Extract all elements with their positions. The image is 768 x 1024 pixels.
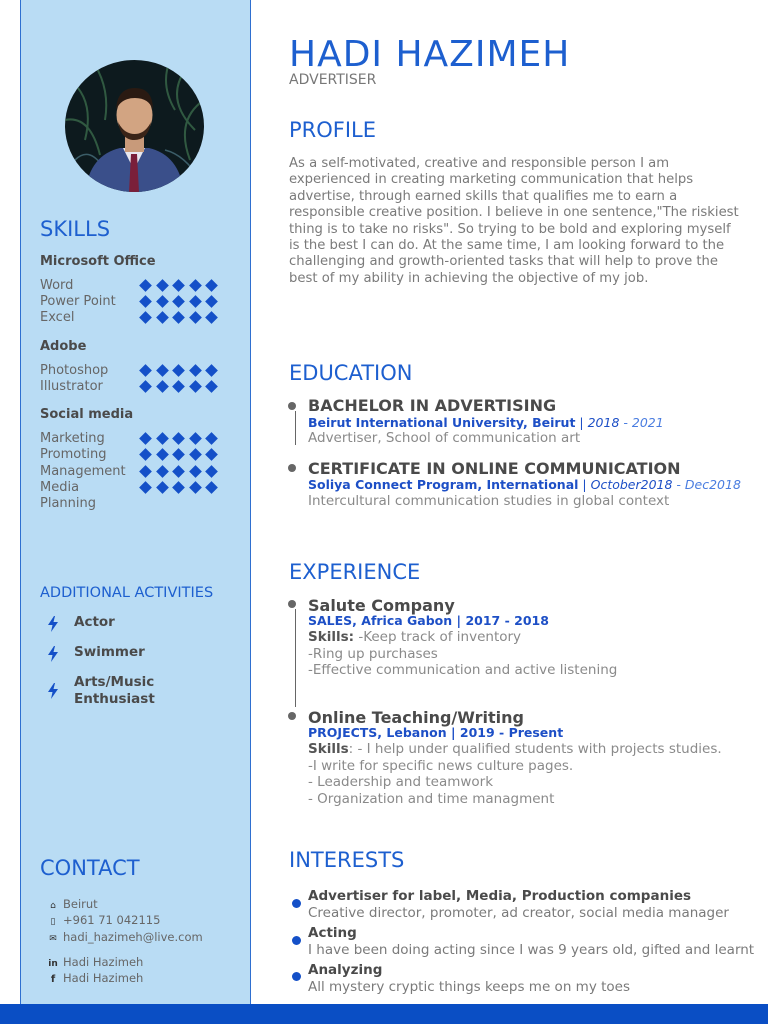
interest-title: Analyzing — [308, 962, 383, 978]
skill-rating — [141, 481, 224, 495]
contact-text[interactable]: hadi_hazimeh@live.com — [63, 930, 203, 944]
skill-rating — [141, 279, 224, 293]
timeline-bullet — [288, 712, 296, 720]
lightning-icon — [47, 616, 59, 632]
skill-group-label: Social media — [40, 407, 134, 422]
contact-text[interactable]: Hadi Hazimeh — [63, 955, 144, 969]
skills-label: Skills: — [308, 629, 355, 645]
entry-title: CERTIFICATE IN ONLINE COMMUNICATION — [308, 459, 681, 478]
skill-name: Marketing — [40, 431, 105, 446]
facebook-icon: f — [50, 974, 56, 985]
interest-bullet — [292, 972, 301, 981]
interest-description: I have been doing acting since I was 9 years old, gifted and learnt — [308, 942, 755, 958]
entry-title: Salute Company — [308, 596, 455, 615]
interest-bullet — [292, 936, 301, 945]
timeline-line — [295, 411, 296, 445]
interests-heading: INTERESTS — [289, 848, 405, 872]
skill-line: : - I help under qualified students with projects studies. — [348, 741, 722, 757]
skill-rating — [141, 295, 224, 309]
contact-phone — [47, 913, 160, 927]
skill-group-label: Adobe — [40, 339, 87, 354]
skill-row — [40, 379, 230, 395]
skill-name: Media — [40, 480, 80, 495]
interest-title: Advertiser for label, Media, Production companies — [308, 888, 692, 904]
contact-facebook[interactable] — [47, 971, 143, 985]
contact-text: +961 71 042115 — [63, 913, 161, 927]
skill-row — [40, 431, 230, 447]
education-heading: EDUCATION — [289, 361, 413, 385]
skill-line: -Keep track of inventory — [354, 629, 522, 645]
timeline-bullet — [288, 402, 296, 410]
entry-title: BACHELOR IN ADVERTISING — [308, 396, 557, 415]
activity-label: Swimmer — [74, 644, 145, 660]
skill-name: Power Point — [40, 294, 116, 309]
separator: | — [578, 477, 591, 492]
sidebar — [20, 0, 251, 1004]
contact-heading: CONTACT — [40, 856, 140, 880]
skill-line: -Ring up purchases — [308, 646, 438, 662]
activity-label: Enthusiast — [74, 691, 155, 707]
entry-org: Soliya Connect Program, International — [308, 477, 579, 492]
contact-email[interactable] — [47, 930, 203, 944]
home-icon: ⌂ — [50, 901, 56, 911]
contact-location — [47, 897, 98, 911]
skill-row — [40, 447, 230, 463]
entry-skills — [308, 741, 722, 758]
candidate-name: HADI HAZIMEH — [289, 34, 571, 75]
timeline-bullet — [288, 464, 296, 472]
phone-icon: ▯ — [50, 917, 56, 927]
skill-group-label: Microsoft Office — [40, 254, 156, 269]
entry-subtitle — [308, 477, 741, 492]
entry-subtitle: SALES, Africa Gabon | 2017 - 2018 — [308, 613, 549, 628]
skill-row — [40, 310, 230, 326]
profile-text: As a self-motivated, creative and responsible person I am experienced in creating marketing communication that helps advertise, through earned skills that qualifies me to earn a responsible creative position. I believe in one sentence,"The riskiest thing is to take no risks". So trying to be bold and exploring myself is the best I can do. At the same time, I am looking forward to the challenging and growth-oriented tasks that will help to prove the best of my ability in achieving the objective of my job. — [289, 156, 739, 286]
linkedin-icon: in — [48, 959, 58, 969]
skill-name: Illustrator — [40, 379, 103, 394]
lightning-icon — [47, 683, 59, 699]
skill-name: Management — [40, 464, 126, 479]
email-icon: ✉ — [49, 934, 57, 944]
skill-line: -Effective communication and active listening — [308, 662, 618, 678]
skills-heading: SKILLS — [40, 217, 111, 241]
skill-line: - Organization and time managment — [308, 791, 555, 807]
separator: | — [575, 415, 588, 430]
contact-text: Beirut — [63, 897, 98, 911]
skill-line: -I write for specific news culture pages. — [308, 758, 574, 774]
skill-rating — [141, 432, 224, 446]
activity-label: Arts/Music — [74, 674, 155, 690]
skill-name: Photoshop — [40, 363, 109, 378]
skill-rating — [141, 364, 224, 378]
skill-row — [40, 294, 230, 310]
entry-description: Intercultural communication studies in global context — [308, 493, 670, 509]
skill-name: Excel — [40, 310, 75, 325]
skill-rating — [141, 465, 224, 479]
timeline-line — [295, 609, 296, 707]
skill-row — [40, 363, 230, 379]
entry-date-start: 2018 — [587, 415, 620, 430]
entry-title: Online Teaching/Writing — [308, 708, 524, 727]
activity-label: Actor — [74, 614, 115, 630]
skill-rating — [141, 448, 224, 462]
candidate-title: ADVERTISER — [289, 72, 377, 88]
contact-text[interactable]: Hadi Hazimeh — [63, 971, 144, 985]
timeline-bullet — [288, 600, 296, 608]
interest-description: Creative director, promoter, ad creator, social media manager — [308, 905, 729, 921]
skill-name: Promoting — [40, 447, 107, 462]
skill-rating — [141, 311, 224, 325]
lightning-icon — [47, 646, 59, 662]
entry-subtitle — [308, 415, 664, 430]
entry-date-start: October2018 — [590, 477, 673, 492]
profile-photo — [65, 60, 204, 192]
skill-line: - Leadership and teamwork — [308, 774, 494, 790]
interest-title: Acting — [308, 925, 357, 941]
entry-subtitle: PROJECTS, Lebanon | 2019 - Present — [308, 725, 564, 740]
entry-skills — [308, 629, 521, 646]
entry-date-end: - 2021 — [619, 415, 664, 430]
skill-row — [40, 278, 230, 294]
interest-bullet — [292, 899, 301, 908]
skill-name: Planning — [40, 496, 96, 511]
interest-description: All mystery cryptic things keeps me on my toes — [308, 979, 630, 995]
experience-heading: EXPERIENCE — [289, 560, 421, 584]
entry-description: Advertiser, School of communication art — [308, 430, 581, 446]
profile-heading: PROFILE — [289, 118, 377, 142]
skills-label: Skills — [308, 741, 349, 757]
entry-date-end: - Dec2018 — [672, 477, 741, 492]
skill-name: Word — [40, 278, 74, 293]
skill-row — [40, 480, 230, 496]
skill-row — [40, 464, 230, 480]
skill-rating — [141, 380, 224, 394]
activities-heading: ADDITIONAL ACTIVITIES — [40, 585, 214, 601]
footer-bar — [0, 1004, 768, 1024]
contact-linkedin[interactable] — [47, 955, 143, 969]
entry-org: Beirut International University, Beirut — [308, 415, 576, 430]
